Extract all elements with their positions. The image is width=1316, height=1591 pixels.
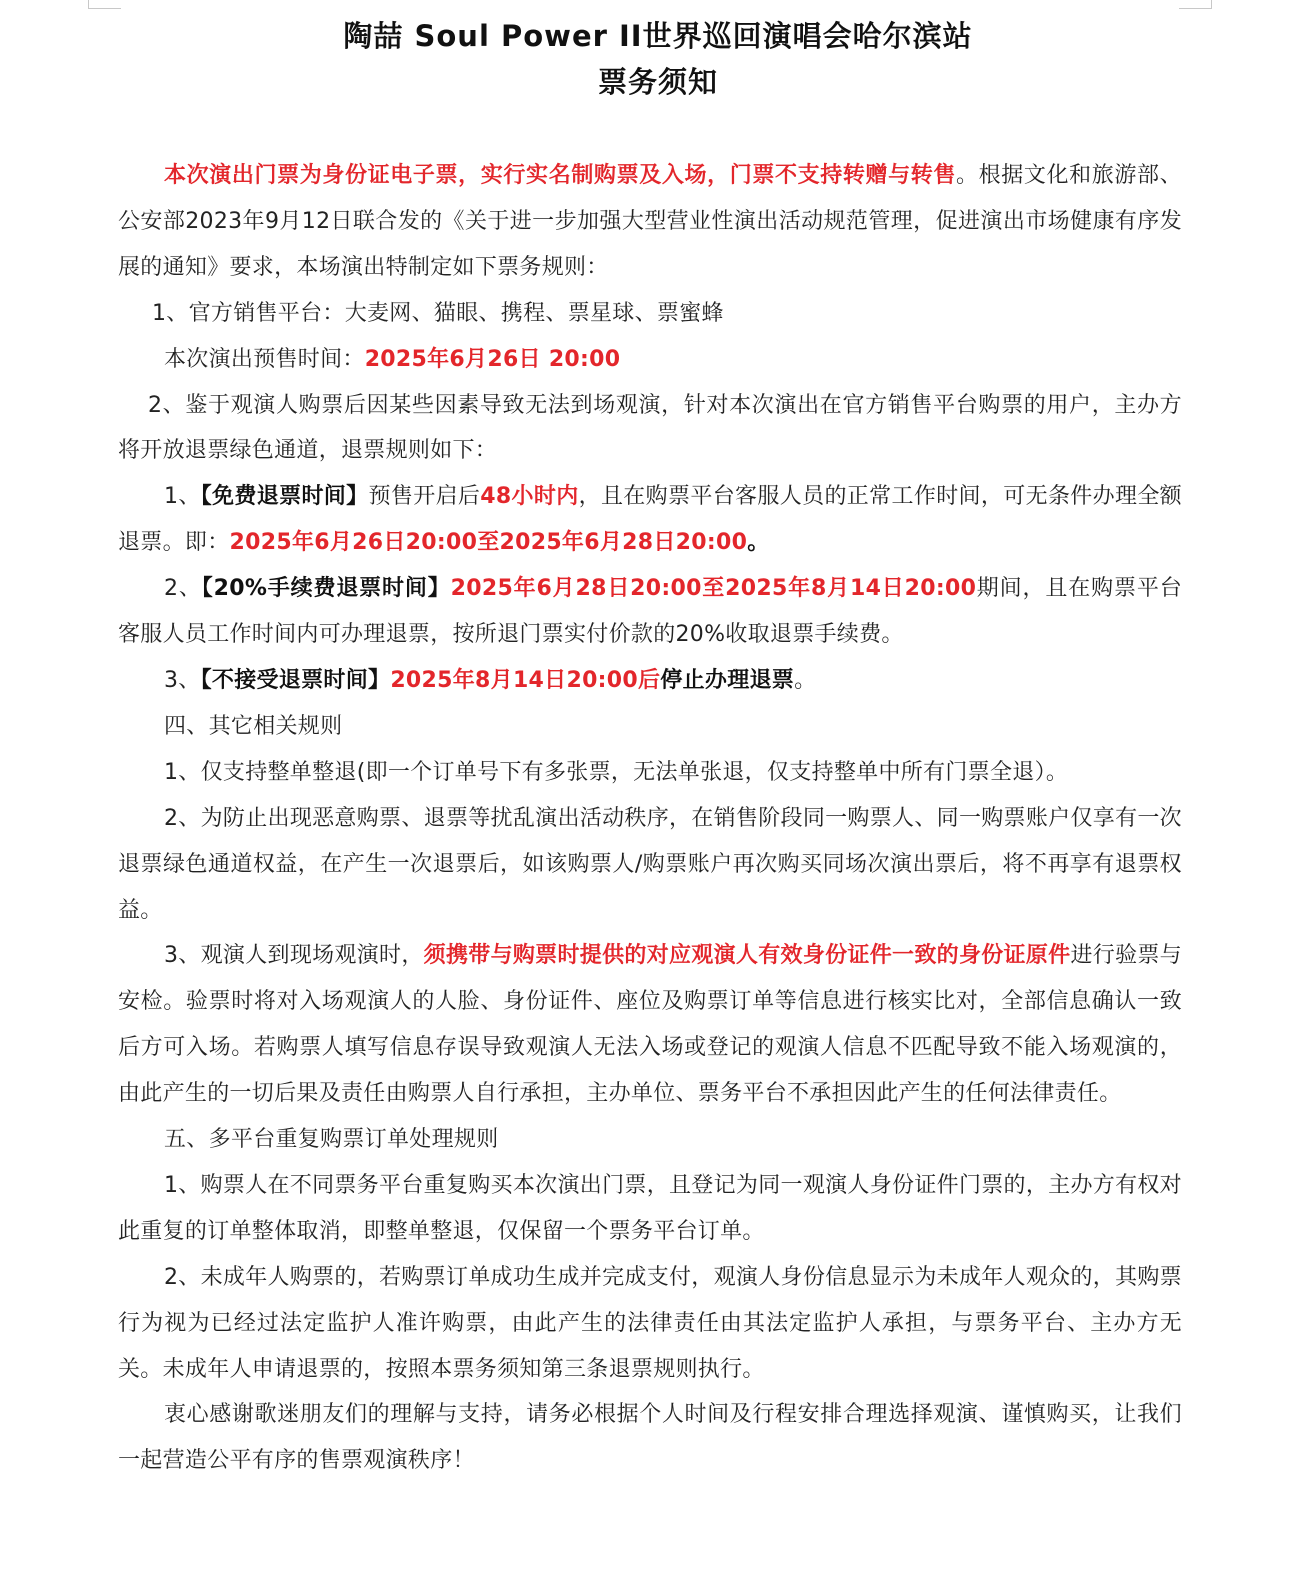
section-5-heading: 五、多平台重复购票订单处理规则: [164, 1127, 499, 1153]
rule1-text-1: 预售开启后: [368, 484, 481, 510]
section-5-item-1: 1、购票人在不同票务平台重复购买本次演出门票，且登记为同一观演人身份证件门票的，主办方有权对此重复的订单整体取消，即整单整退，仅保留一个票务平台订单。: [118, 1172, 1182, 1244]
rule3-prefix: 3、: [164, 667, 201, 693]
rule3-bold-text: 停止办理退票: [660, 667, 795, 693]
closing-paragraph: 衷心感谢歌迷朋友们的理解与支持，请务必根据个人时间及行程安排合理选择观演、谨慎购买，让我们一起营造公平有序的售票观演秩序！: [118, 1402, 1182, 1474]
page-corner-mark-right: [1179, 0, 1212, 9]
rule1-highlight-2: 2025年6月26日20:00至2025年6月28日20:00: [229, 530, 748, 556]
rule2-prefix: 2、: [164, 576, 202, 602]
rule3-heading: 【不接受退票时间】: [200, 667, 391, 693]
intro-highlight: 本次演出门票为身份证电子票，实行实名制购票及入场，门票不支持转赠与转售: [164, 163, 957, 188]
rule1-text-2: ，且在购票平台客服人员的正常工作时间，可无条件办理全额退票。即：: [118, 484, 1182, 556]
rule2-text: 期间，且在购票平台客服人员工作时间内可办理退票，按所退门票实付价款的20%收取退票手续费。: [118, 576, 1182, 648]
refund-rule-2: [118, 566, 1182, 658]
section-4-item-1: 1、仅支持整单整退(即一个订单号下有多张票，无法单张退，仅支持整单中所有门票全退）。: [164, 759, 1069, 785]
refund-rule-1: [118, 474, 1182, 566]
section-5-item-2: 2、未成年人购票的，若购票订单成功生成并完成支付，观演人身份信息显示为未成年人观众的，其购票行为视为已经过法定监护人准许购票，由此产生的法律责任由其法定监护人承担，与票务平台、主办方无关。未成年人申请退票的，按照本票务须知第三条退票规则执行。: [118, 1264, 1182, 1382]
section-4-item-3: [118, 933, 1182, 1117]
rule2-highlight: 2025年6月28日20:00至2025年8月14日20:00: [450, 576, 977, 602]
rule2-heading: 【20%手续费退票时间】: [201, 576, 451, 602]
rule1-prefix: 1、: [164, 484, 201, 510]
presale-time: 2025年6月26日 20:00: [364, 346, 621, 372]
item3-text-pre: 3、观演人到现场观演时，: [164, 943, 424, 969]
rule1-end: 。: [747, 530, 770, 556]
rule3-end: 。: [794, 667, 817, 693]
item3-text-post: 进行验票与安检。验票时将对入场观演人的人脸、身份证件、座位及购票订单等信息进行核实比对，全部信息确认一致后方可入场。若购票人填写信息存误导致观演人无法入场或登记的观演人信息不匹配导致不能入场观演的，由此产生的一切后果及责任由购票人自行承担，主办单位、票务平台不承担因此产生的任何法律责任。: [118, 943, 1182, 1107]
intro-paragraph: [118, 153, 1182, 291]
presale-label: 本次演出预售时间：: [164, 346, 365, 372]
rule1-heading: 【免费退票时间】: [200, 484, 369, 510]
document-title: 陶喆 Soul Power II世界巡回演唱会哈尔滨站: [343, 19, 973, 53]
intro-text: 。根据文化和旅游部、公安部2023年9月12日联合发的《关于进一步加强大型营业性演出活动规范管理，促进演出市场健康有序发展的通知》要求，本场演出特制定如下票务规则：: [118, 163, 1182, 280]
rule3-highlight: 2025年8月14日20:00后: [390, 667, 661, 693]
document-body: [118, 153, 1182, 1484]
refund-rule-3: [118, 658, 1182, 704]
document-subtitle: 票务须知: [597, 65, 718, 99]
rule1-highlight-1: 48小时内: [480, 484, 579, 510]
platforms-line: 1、官方销售平台：大麦网、猫眼、携程、票星球、票蜜蜂: [152, 300, 724, 326]
page-corner-mark-left: [88, 0, 121, 9]
section-4-item-2: 2、为防止出现恶意购票、退票等扰乱演出活动秩序，在销售阶段同一购票人、同一购票账户仅享有一次退票绿色通道权益，在产生一次退票后，如该购票人/购票账户再次购买同场次演出票后，将不再享有退票权益。: [118, 805, 1182, 923]
presale-line: [118, 337, 1182, 383]
refund-intro: 2、鉴于观演人购票后因某些因素导致无法到场观演，针对本次演出在官方销售平台购票的用户，主办方将开放退票绿色通道，退票规则如下：: [118, 392, 1182, 464]
item3-highlight: 须携带与购票时提供的对应观演人有效身份证件一致的身份证原件: [423, 943, 1071, 969]
section-4-heading: 四、其它相关规则: [164, 713, 343, 739]
